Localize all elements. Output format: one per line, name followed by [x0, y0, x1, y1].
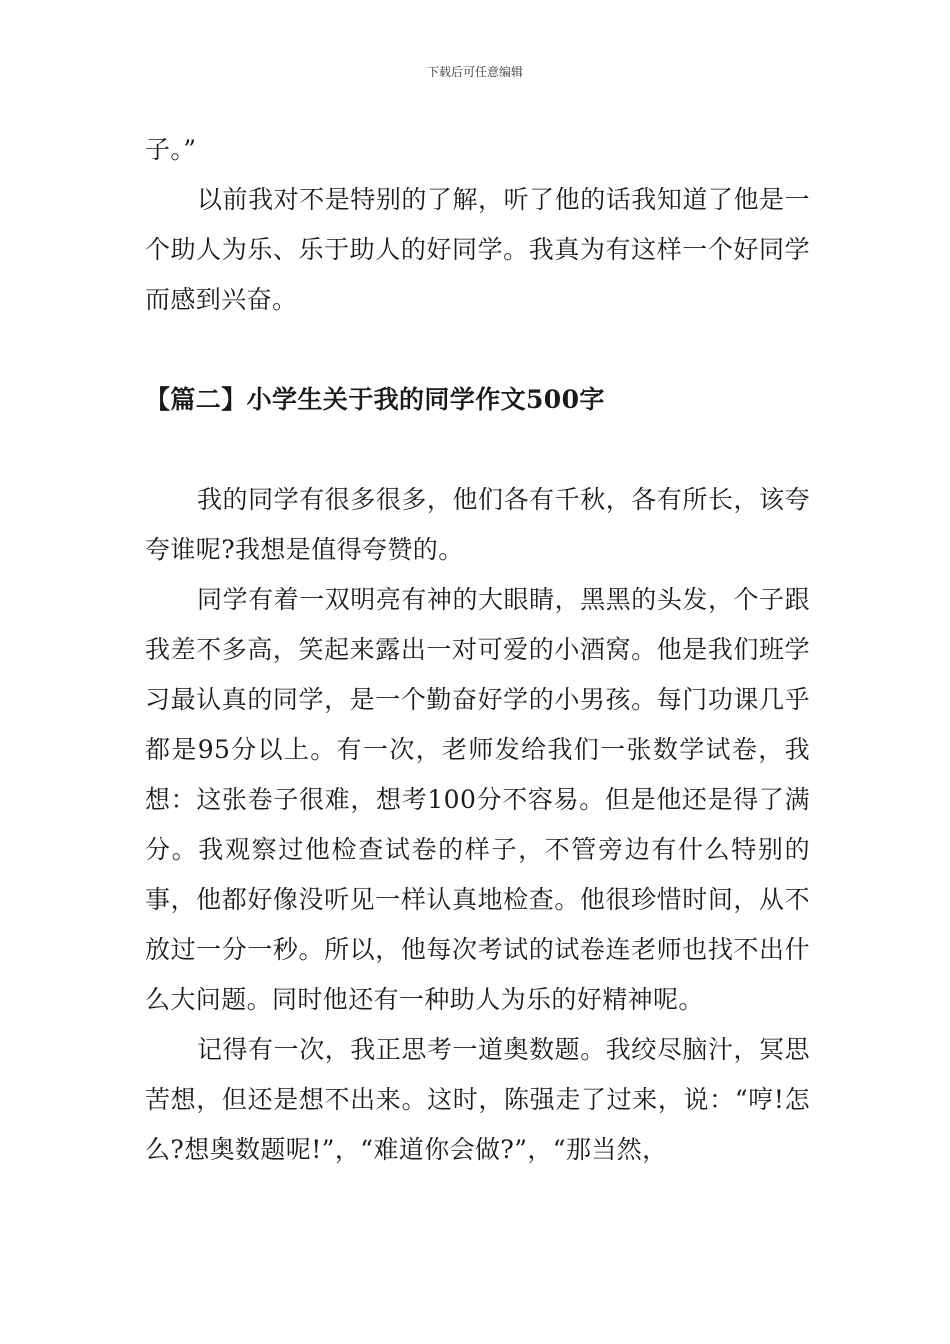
section-title: 【篇二】小学生关于我的同学作文500字: [145, 385, 605, 414]
blank-line: [145, 425, 810, 475]
paragraph: 我的同学有很多很多，他们各有千秋，各有所长，该夸夸谁呢?我想是值得夸赞的。: [145, 485, 810, 564]
page-header: 下载后可任意编辑: [426, 65, 523, 79]
paragraph: 记得有一次，我正思考一道奥数题。我绞尽脑汁，冥思苦想，但还是想不出来。这时，陈强走了过来，说：“哼!怎么?想奥数题呢!”，“难道你会做?”，“那当然，: [145, 1035, 810, 1164]
paragraph-continuation: 子。”: [145, 135, 197, 164]
document-body: [145, 125, 810, 1175]
paragraph: 同学有着一双明亮有神的大眼睛，黑黑的头发，个子跟我差不多高，笑起来露出一对可爱的小酒窝。他是我们班学习最认真的同学，是一个勤奋好学的小男孩。每门功课几乎都是95分以上。有一次，老师发给我们一张数学试卷，我想：这张卷子很难，想考100分不容易。但是他还是得了满分。我观察过他检查试卷的样子，不管旁边有什么特别的事，他都好像没听见一样认真地检查。他很珍惜时间，从不放过一分一秒。所以，他每次考试的试卷连老师也找不出什么大问题。同时他还有一种助人为乐的好精神呢。: [145, 585, 810, 1014]
paragraph: 以前我对不是特别的了解，听了他的话我知道了他是一个助人为乐、乐于助人的好同学。我真为有这样一个好同学而感到兴奋。: [145, 185, 810, 314]
